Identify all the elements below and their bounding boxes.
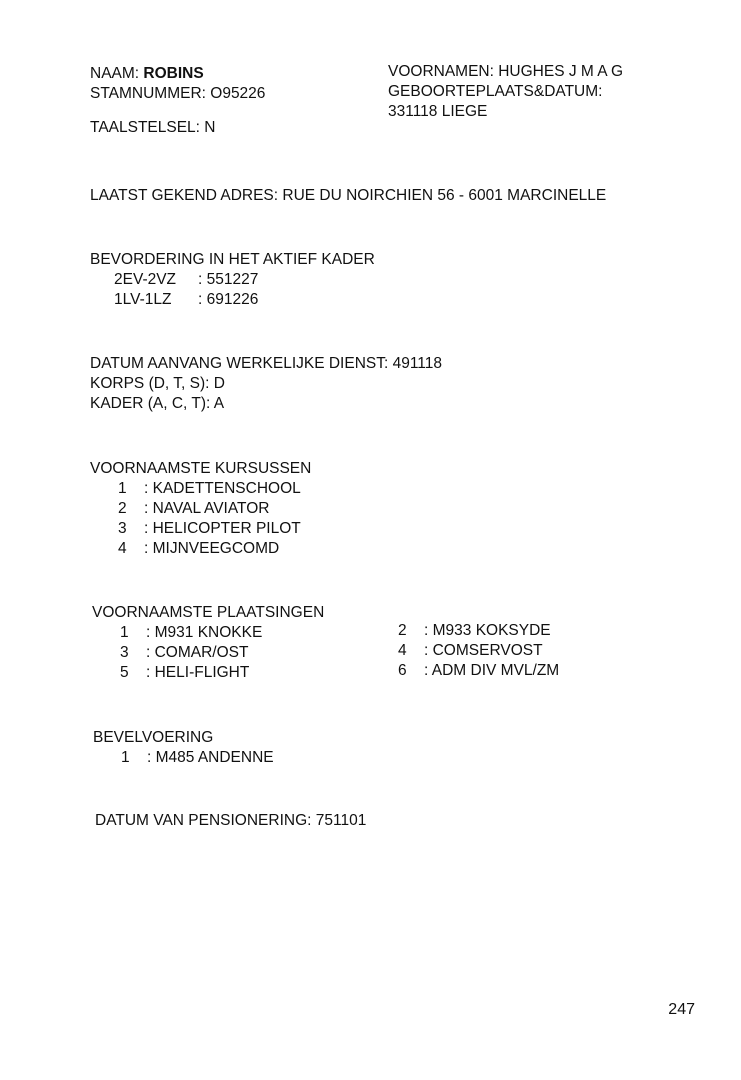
naam-line [90, 64, 265, 84]
list-item [90, 519, 311, 539]
plaatsingen-grid [92, 623, 720, 683]
geboorte-value: 331118 LIEGE [388, 103, 488, 120]
list-item [398, 641, 720, 661]
list-item [120, 643, 420, 663]
page-number: 247 [668, 1001, 695, 1018]
list-item [398, 621, 720, 641]
korps: KORPS (D, T, S): D [90, 375, 225, 392]
taalstelsel: TAALSTELSEL: N [90, 119, 216, 136]
dienst-section [90, 354, 442, 414]
naam-value: ROBINS [143, 65, 204, 82]
plaatsingen-title: VOORNAAMSTE PLAATSINGEN [92, 604, 325, 621]
list-item [90, 479, 311, 499]
aanvang-dienst: DATUM AANVANG WERKELIJKE DIENST: 491118 [90, 355, 443, 372]
bevordering-value: : 691226 [198, 291, 259, 308]
kursussen-section [90, 459, 311, 559]
geboorte-label: GEBOORTEPLAATS&DATUM: [388, 83, 603, 100]
bevelvoering-title: BEVELVOERING [93, 729, 214, 746]
adres: LAATST GEKEND ADRES: RUE DU NOIRCHIEN 56 - 6001 MARCINELLE [90, 187, 607, 204]
naam-label: NAAM: [90, 65, 140, 82]
item-number: 4 [118, 540, 127, 557]
bevordering-code: 2EV-2VZ [114, 271, 177, 288]
item-number: 2 [118, 500, 127, 517]
item-number: 3 [118, 520, 127, 537]
item-text: : MIJNVEEGCOMD [144, 540, 280, 557]
item-number: 4 [398, 642, 407, 659]
item-text: : HELICOPTER PILOT [144, 520, 301, 537]
item-number: 5 [120, 664, 129, 681]
header-right [388, 62, 623, 122]
bevordering-title: BEVORDERING IN HET AKTIEF KADER [90, 251, 375, 268]
voornamen: VOORNAMEN: HUGHES J M A G [388, 63, 624, 80]
list-item [120, 663, 420, 683]
item-number: 1 [121, 749, 130, 766]
stamnummer: STAMNUMMER: O95226 [90, 85, 266, 102]
item-text: : ADM DIV MVL/ZM [424, 662, 560, 679]
list-item [90, 539, 311, 559]
bevordering-section [90, 250, 375, 310]
item-number: 6 [398, 662, 407, 679]
list-item [120, 623, 420, 643]
item-text: : NAVAL AVIATOR [144, 500, 270, 517]
bevordering-item [90, 290, 375, 310]
header-left [90, 64, 265, 138]
bevordering-item [90, 270, 375, 290]
item-number: 3 [120, 644, 129, 661]
kursussen-title: VOORNAAMSTE KURSUSSEN [90, 460, 312, 477]
item-number: 2 [398, 622, 407, 639]
list-item [93, 748, 274, 768]
item-text: : M933 KOKSYDE [424, 622, 551, 639]
item-text: : M485 ANDENNE [147, 749, 274, 766]
kader: KADER (A, C, T): A [90, 395, 225, 412]
bevelvoering-section [93, 728, 274, 768]
item-text: : HELI-FLIGHT [146, 664, 250, 681]
item-number: 1 [120, 624, 129, 641]
item-text: : M931 KNOKKE [146, 624, 263, 641]
item-number: 1 [118, 480, 127, 497]
item-text: : KADETTENSCHOOL [144, 480, 301, 497]
pensionering: DATUM VAN PENSIONERING: 751101 [95, 812, 367, 829]
list-item [90, 499, 311, 519]
list-item [398, 661, 720, 681]
bevordering-code: 1LV-1LZ [114, 291, 172, 308]
bevordering-value: : 551227 [198, 271, 259, 288]
plaatsingen-section [92, 603, 720, 683]
item-text: : COMAR/OST [146, 644, 249, 661]
item-text: : COMSERVOST [424, 642, 543, 659]
